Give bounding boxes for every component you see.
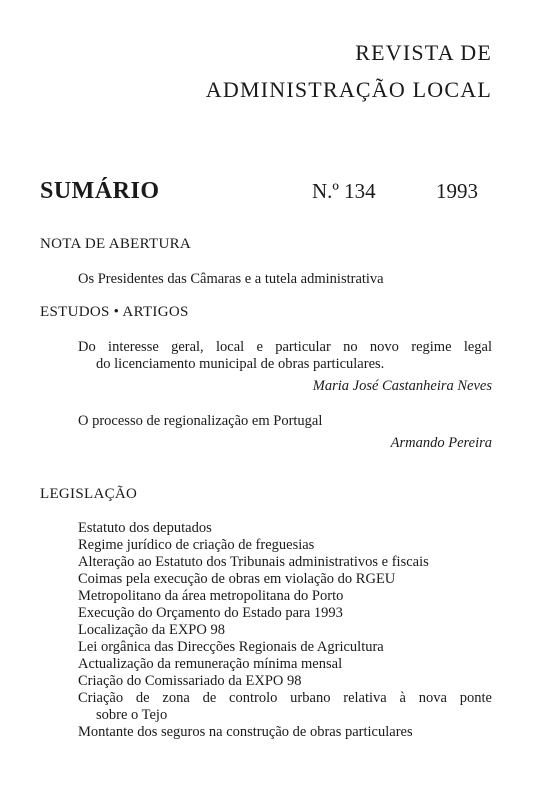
toc-entry-article-2: O processo de regionalização em Portugal <box>78 413 323 429</box>
legislation-item: Estatuto dos deputados <box>78 520 212 536</box>
section-heading-estudos: ESTUDOS • ARTIGOS <box>40 304 189 320</box>
legislation-item: Actualização da remuneração mínima mensal <box>78 656 343 672</box>
section-heading-legislacao: LEGISLAÇÃO <box>40 486 138 502</box>
toc-entry-article-1-line-1: Do interesse geral, local e particular no novo regime legal <box>78 339 492 355</box>
masthead-line-2: ADMINISTRAÇÃO LOCAL <box>205 77 492 102</box>
masthead-line-1: REVISTA DE <box>355 40 492 65</box>
legislation-item: Coimas pela execução de obras em violação do RGEU <box>78 571 396 587</box>
author-article-2: Armando Pereira <box>390 435 492 451</box>
legislation-item: Lei orgânica das Direcções Regionais de Agricultura <box>78 639 384 655</box>
legislation-item: Criação do Comissariado da EXPO 98 <box>78 673 302 689</box>
legislation-item: Montante dos seguros na construção de obras particulares <box>78 724 413 740</box>
legislation-item: Execução do Orçamento do Estado para 1993 <box>78 605 343 621</box>
toc-entry-nota: Os Presidentes das Câmaras e a tutela administrativa <box>78 271 384 287</box>
toc-entry-article-1-line-2: do licenciamento municipal de obras particulares. <box>96 356 385 372</box>
legislation-item: Metropolitano da área metropolitana do Porto <box>78 588 344 604</box>
issue-number: N.º 134 <box>312 179 376 203</box>
legislation-item: Alteração ao Estatuto dos Tribunais administrativos e fiscais <box>78 554 429 570</box>
summary-title: SUMÁRIO <box>40 178 160 204</box>
legislation-item: Regime jurídico de criação de freguesias <box>78 537 315 553</box>
section-heading-nota: NOTA DE ABERTURA <box>40 236 192 252</box>
legislation-item-line-1: Criação de zona de controlo urbano relativa à nova ponte <box>78 690 492 706</box>
issue-year: 1993 <box>436 179 478 203</box>
legislation-item: Localização da EXPO 98 <box>78 622 225 638</box>
legislation-item-line-2: sobre o Tejo <box>96 707 168 723</box>
author-article-1: Maria José Castanheira Neves <box>312 378 492 394</box>
